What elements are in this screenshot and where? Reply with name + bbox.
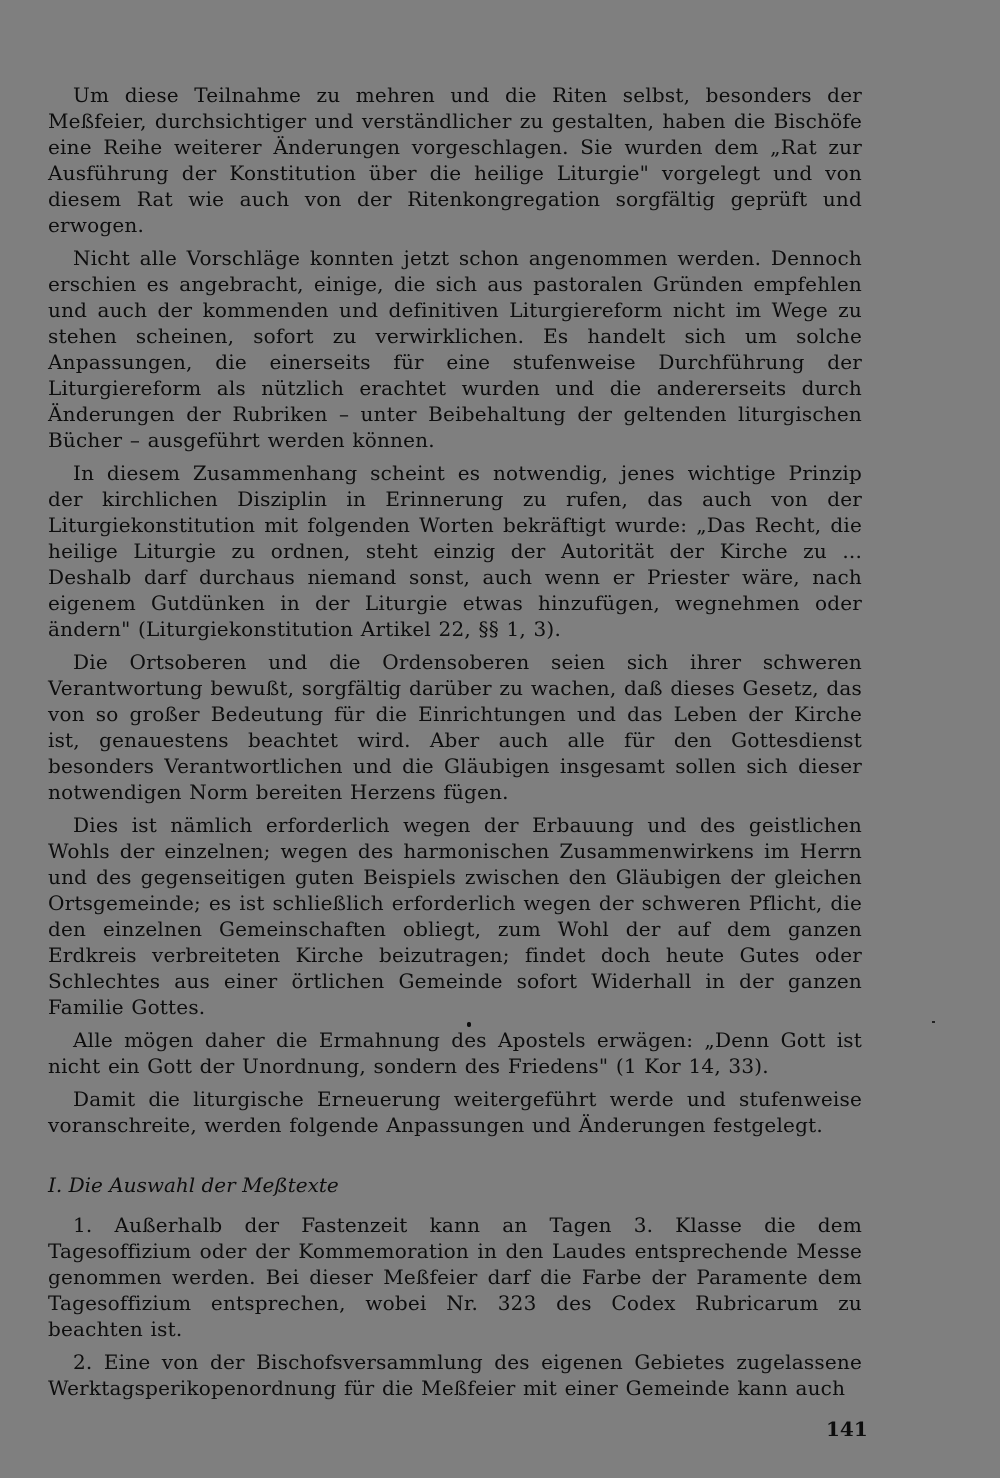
section-item-2: 2. Eine von der Bischofsversammlung des eigenen Gebietes zugelassene Werktagsperikopenordnung für die Meßfeier mit einer Gemeinde kann auch <box>48 1350 862 1400</box>
paragraph-3: In diesem Zusammenhang scheint es notwendig, jenes wichtige Prinzip der kirchlichen Disziplin in Erinnerung zu rufen, das auch von der Liturgiekonstitution mit folgenden Worten bekräftigt wurde: „Das Recht, die heilige Liturgie zu ordnen, steht einzig der Autorität der Kirche zu ... Deshalb darf durchaus niemand sonst, auch wenn er Priester wäre, nach eigenem Gutdünken in der Liturgie etwas hinzufügen, wegnehmen oder ändern" (Liturgiekonstitution Artikel 22, §§ 1, 3). <box>48 461 862 641</box>
page-text <box>48 82 862 1408</box>
ink-speck <box>467 1022 471 1027</box>
paragraph-4: Die Ortsoberen und die Ordensoberen seien sich ihrer schweren Verantwortung bewußt, sorgfältig darüber zu wachen, daß dieses Gesetz, das von so großer Bedeutung für die Einrichtungen und das Leben der Kirche ist, genauestens beachtet wird. Aber auch alle für den Gottesdienst besonders Verantwortlichen und die Gläubigen insgesamt sollen sich dieser notwendigen Norm bereiten Herzens fügen. <box>48 650 862 804</box>
paragraph-7: Damit die liturgische Erneuerung weitergeführt werde und stufenweise voranschreite, werden folgende Anpassungen und Änderungen festgelegt. <box>48 1087 862 1137</box>
section-heading: I. Die Auswahl der Meßtexte <box>48 1173 339 1197</box>
section-item-1: 1. Außerhalb der Fastenzeit kann an Tagen 3. Klasse die dem Tagesoffizium oder der Kommemoration in den Laudes entsprechende Messe genommen werden. Bei dieser Meßfeier darf die Farbe der Paramente dem Tagesoffizium entsprechen, wobei Nr. 323 des Codex Rubricarum zu beachten ist. <box>48 1213 862 1341</box>
edge-speck <box>932 1021 935 1023</box>
page-number: 141 <box>826 1417 868 1441</box>
paragraph-5: Dies ist nämlich erforderlich wegen der Erbauung und des geistlichen Wohls der einzelnen; wegen des harmonischen Zusammenwirkens im Herrn und des gegenseitigen guten Beispiels zwischen den Gläubigen der gleichen Ortsgemeinde; es ist schließlich erforderlich wegen der schweren Pflicht, die den einzelnen Gemeinschaften obliegt, zum Wohl der auf dem ganzen Erdkreis verbreiteten Kirche beizutragen; findet doch heute Gutes oder Schlechtes aus einer örtlichen Gemeinde sofort Widerhall in der ganzen Familie Gottes. <box>48 813 862 1019</box>
paragraph-1: Um diese Teilnahme zu mehren und die Riten selbst, besonders der Meßfeier, durchsichtiger und verständlicher zu gestalten, haben die Bischöfe eine Reihe weiterer Änderungen vorgeschlagen. Sie wurden dem „Rat zur Ausführung der Konstitution über die heilige Liturgie" vorgelegt und von diesem Rat wie auch von der Ritenkongregation sorgfältig geprüft und erwogen. <box>48 83 862 237</box>
paragraph-6: Alle mögen daher die Ermahnung des Apostels erwägen: „Denn Gott ist nicht ein Gott der Unordnung, sondern des Friedens" (1 Kor 14, 33). <box>48 1028 862 1078</box>
paragraph-2: Nicht alle Vorschläge konnten jetzt schon angenommen werden. Dennoch erschien es angebracht, einige, die sich aus pastoralen Gründen empfehlen und auch der kommenden und definitiven Liturgiereform nicht im Wege zu stehen scheinen, sofort zu verwirklichen. Es handelt sich um solche Anpassungen, die einerseits für eine stufenweise Durchführung der Liturgiereform als nützlich erachtet wurden und die andererseits durch Änderungen der Rubriken – unter Beibehaltung der geltenden liturgischen Bücher – ausgeführt werden können. <box>48 246 862 452</box>
